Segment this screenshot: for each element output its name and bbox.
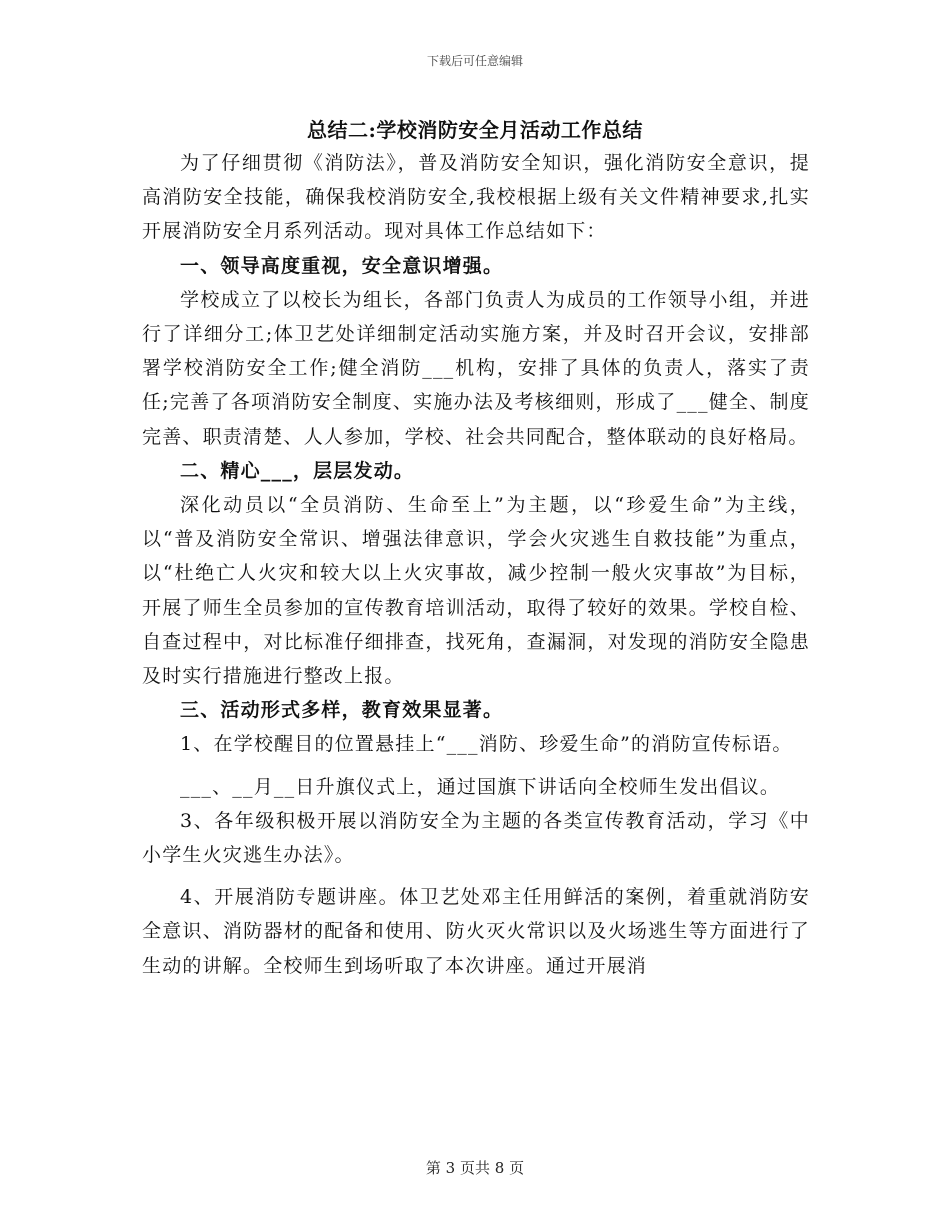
list-item-4: 4、开展消防专题讲座。体卫艺处邓主任用鲜活的案例，着重就消防安全意识、消防器材的配备和使用、防火灭火常识以及火场逃生等方面进行了生动的讲解。全校师生到场听取了本次讲座。通过开展消 bbox=[142, 886, 810, 977]
section-heading-2: 二、精心___，层层发动。 bbox=[180, 459, 415, 482]
intro-paragraph: 为了仔细贯彻《消防法》，普及消防安全知识，强化消防安全意识，提高消防安全技能，确保我校消防安全,我校根据上级有关文件精神要求,扎实开展消防安全月系列活动。现对具体工作总结如下： bbox=[142, 152, 810, 243]
section-heading-1: 一、领导高度重视，安全意识增强。 bbox=[180, 254, 504, 277]
section-heading-3: 三、活动形式多样，教育效果显著。 bbox=[180, 699, 504, 722]
document-body bbox=[142, 146, 810, 983]
list-item-2: ___、__月__日升旗仪式上，通过国旗下讲话向全校师生发出倡议。 bbox=[180, 775, 781, 798]
section-2-paragraph: 深化动员以“全员消防、生命至上”为主题，以“珍爱生命”为主线，以“普及消防安全常识、增强法律意识，学会火灾逃生自救技能”为重点，以“杜绝亡人火灾和较大以上火灾事故，减少控制一般火灾事故”为目标，开展了师生全员参加的宣传教育培训活动，取得了较好的效果。学校自检、自查过程中，对比标准仔细排查，找死角，查漏洞，对发现的消防安全隐患及时实行措施进行整改上报。 bbox=[142, 494, 810, 688]
page-header: 下载后可任意编辑 bbox=[426, 54, 523, 68]
document-title: 总结二:学校消防安全月活动工作总结 bbox=[307, 118, 643, 142]
list-item-1: 1、在学校醒目的位置悬挂上“___消防、珍爱生命”的消防宣传标语。 bbox=[180, 733, 793, 756]
section-1-paragraph: 学校成立了以校长为组长，各部门负责人为成员的工作领导小组，并进行了详细分工;体卫艺处详细制定活动实施方案，并及时召开会议，安排部署学校消防安全工作;健全消防___机构，安排了具体的负责人，落实了责任;完善了各项消防安全制度、实施办法及考核细则，形成了___健全、制度完善、职责清楚、人人参加，学校、社会共同配合，整体联动的良好格局。 bbox=[142, 288, 810, 448]
page-footer: 第 3 页共 8 页 bbox=[425, 1159, 525, 1177]
list-item-3: 3、各年级积极开展以消防安全为主题的各类宣传教育活动，学习《中小学生火灾逃生办法》。 bbox=[142, 809, 810, 867]
